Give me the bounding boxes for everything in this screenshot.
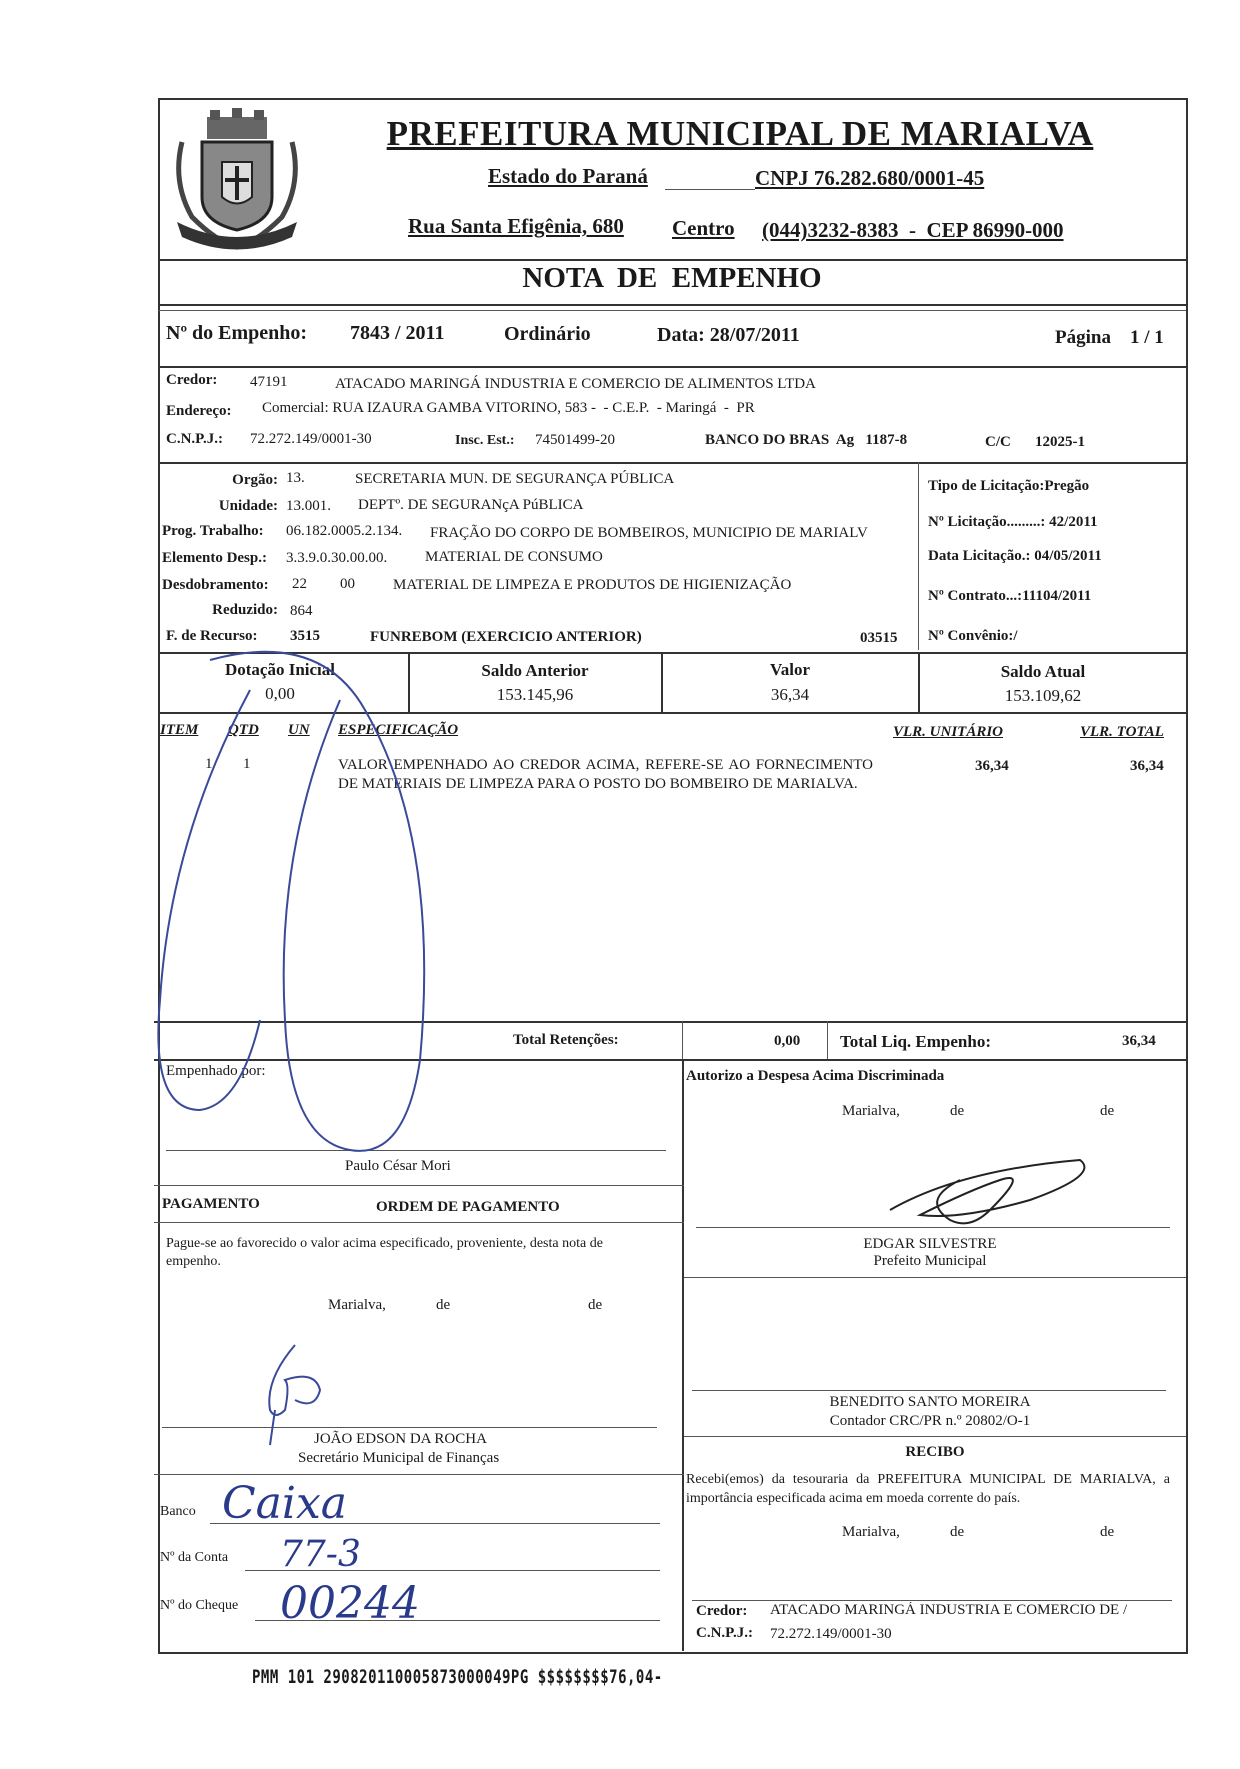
cheque-label: Nº do Cheque <box>160 1598 239 1613</box>
total-retencoes-value: 0,00 <box>774 1033 801 1049</box>
credor-cnpj: 72.272.149/0001-30 <box>250 431 372 447</box>
empenho-number-label: Nº do Empenho: <box>166 322 308 344</box>
credor-name: ATACADO MARINGÁ INDUSTRIA E COMERCIO DE ALIMENTOS LTDA <box>335 376 816 392</box>
state-name: Estado do Paraná <box>488 164 648 188</box>
tipo-licitacao: Tipo de Licitação:Pregão <box>928 478 1090 494</box>
insc-est-label: Insc. Est.: <box>455 433 515 448</box>
orgao-code: 13. <box>286 470 305 486</box>
recurso-desc: FUNREBOM (EXERCICIO ANTERIOR) <box>370 629 642 645</box>
pagamento-de-2: de <box>588 1297 603 1313</box>
elemento-code: 3.3.9.0.30.00.00. <box>286 550 388 566</box>
cc-value: 12025-1 <box>1035 434 1085 450</box>
reduzido-value: 864 <box>290 603 313 619</box>
unidade-desc: DEPTº. DE SEGURANçA PúBLICA <box>358 497 584 513</box>
col-item-header: ITEM <box>160 722 199 738</box>
credor-label: Credor: <box>166 372 218 388</box>
page-title: PREFEITURA MUNICIPAL DE MARIALVA <box>386 114 1094 153</box>
banco-handwritten: Caixa <box>222 1478 348 1529</box>
prefeito-name: EDGAR SILVESTRE <box>863 1236 997 1252</box>
orgao-desc: SECRETARIA MUN. DE SEGURANÇA PÚBLICA <box>355 471 675 487</box>
cheque-handwritten: 00244 <box>280 1578 420 1629</box>
phone-cep: (044)3232-8383 - CEP 86990-000 <box>762 218 1064 242</box>
item-total-value: 36,34 <box>1130 758 1164 774</box>
autorizo-despesa: Autorizo a Despesa Acima Discriminada <box>686 1068 945 1084</box>
contador-name: BENEDITO SANTO MOREIRA <box>829 1394 1031 1410</box>
saldo-anterior-value: 153.145,96 <box>496 685 574 704</box>
pague-se-text: Pague-se ao favorecido o valor acima especificado, proveniente, desta nota de empenho. <box>166 1236 603 1269</box>
item-qty: 1 <box>243 756 251 772</box>
dotacao-inicial-label: Dotação Inicial <box>224 660 336 679</box>
total-liq-empenho-value: 36,34 <box>1122 1033 1156 1049</box>
page-label: Página <box>1055 327 1111 348</box>
prog-trabalho-desc: FRAÇÃO DO CORPO DE BOMBEIROS, MUNICIPIO DE MARIALV <box>430 525 868 541</box>
recurso-label: F. de Recurso: <box>166 628 258 644</box>
endereco-label: Endereço: <box>166 403 232 419</box>
footer-credor-value: ATACADO MARINGÁ INDUSTRIA E COMERCIO DE / <box>770 1602 1128 1618</box>
autorizo-city: Marialva, <box>842 1103 900 1119</box>
prog-trabalho-label: Prog. Trabalho: <box>162 523 264 539</box>
banco-label: Banco <box>160 1504 196 1519</box>
pagamento-de-1: de <box>436 1297 451 1313</box>
recibo-title: RECIBO <box>905 1444 965 1460</box>
empenho-date: Data: 28/07/2011 <box>657 324 800 346</box>
desdobramento-desc: MATERIAL DE LIMPEZA E PRODUTOS DE HIGIENIZAÇÃO <box>393 577 792 593</box>
saldo-atual-value: 153.109,62 <box>1004 686 1082 705</box>
endereco-value: Comercial: RUA IZAURA GAMBA VITORINO, 583 - - C.E.P. - Maringá - PR <box>262 400 755 416</box>
col-un-header: UN <box>288 722 310 738</box>
recurso-code: 3515 <box>290 628 320 644</box>
municipality-cnpj: CNPJ 76.282.680/0001-45 <box>755 166 985 190</box>
pagamento-label: PAGAMENTO <box>162 1196 260 1212</box>
page-number: 1 / 1 <box>1130 327 1164 348</box>
ordem-pagamento-label: ORDEM DE PAGAMENTO <box>376 1199 560 1215</box>
empenhado-por-label: Empenhado por: <box>166 1063 266 1079</box>
col-qtd-header: QTD <box>228 722 259 738</box>
numero-convenio: Nº Convênio:/ <box>928 628 1018 644</box>
item-number: 1 <box>205 756 213 772</box>
footer-cnpj-label: C.N.P.J.: <box>696 1625 753 1641</box>
col-spec-header: ESPECIFICAÇÃO <box>338 722 459 738</box>
secretario-name: JOÃO EDSON DA ROCHA <box>314 1431 487 1447</box>
cc-label: C/C <box>985 434 1011 450</box>
printed-stamp: PMM 101 290820110005873000049PG $$$$$$$$76,04- <box>252 1667 663 1689</box>
prefeito-title: Prefeito Municipal <box>873 1253 987 1269</box>
contador-title: Contador CRC/PR n.º 20802/O-1 <box>829 1413 1031 1429</box>
street-address: Rua Santa Efigênia, 680 <box>408 214 624 238</box>
district: Centro <box>672 216 735 240</box>
elemento-label: Elemento Desp.: <box>162 550 267 566</box>
conta-handwritten: 77-3 <box>280 1534 361 1575</box>
secretario-title: Secretário Municipal de Finanças <box>298 1450 500 1466</box>
bank-info: BANCO DO BRAS Ag 1187-8 <box>705 432 908 448</box>
pagamento-city: Marialva, <box>328 1297 386 1313</box>
valor-value: 36,34 <box>770 685 810 704</box>
col-total-header: VLR. TOTAL <box>1080 724 1164 740</box>
credor-cnpj-label: C.N.P.J.: <box>166 431 223 447</box>
desdobramento-code: 22 <box>292 576 307 592</box>
saldo-anterior-label: Saldo Anterior <box>481 661 589 680</box>
saldo-atual-label: Saldo Atual <box>1000 662 1086 681</box>
item-unit-value: 36,34 <box>975 758 1009 774</box>
empenho-type: Ordinário <box>504 323 591 345</box>
unidade-label: Unidade: <box>218 498 278 514</box>
recibo-de-1: de <box>950 1524 965 1540</box>
empenho-number: 7843 / 2011 <box>350 322 445 344</box>
elemento-desc: MATERIAL DE CONSUMO <box>425 549 603 565</box>
recurso-code-2: 03515 <box>860 630 898 646</box>
total-liq-empenho-label: Total Liq. Empenho: <box>840 1032 991 1051</box>
item-spec: VALOR EMPENHADO AO CREDOR ACIMA, REFERE-SE AO FORNECIMENTO DE MATERIAIS DE LIMPEZA PARA O POSTO DO BOMBEIRO DE MARIALVA. <box>338 757 873 792</box>
orgao-label: Orgão: <box>232 472 278 488</box>
numero-licitacao: Nº Licitação.........: 42/2011 <box>928 514 1098 530</box>
empenhado-por-name: Paulo César Mori <box>345 1158 451 1174</box>
footer-cnpj-value: 72.272.149/0001-30 <box>770 1626 892 1642</box>
recibo-de-2: de <box>1100 1524 1115 1540</box>
reduzido-label: Reduzido: <box>212 602 278 618</box>
footer-credor-label: Credor: <box>696 1603 748 1619</box>
document-title: NOTA DE EMPENHO <box>522 262 822 294</box>
valor-label: Valor <box>770 660 810 679</box>
desdobramento-label: Desdobramento: <box>162 577 269 593</box>
autorizo-de-1: de <box>950 1103 965 1119</box>
insc-est-value: 74501499-20 <box>535 432 615 448</box>
total-retencoes-label: Total Retenções: <box>513 1032 619 1048</box>
recibo-text: Recebi(emos) da tesouraria da PREFEITURA MUNICIPAL DE MARIALVA, a importância especificada acima em moeda corrente do país. <box>686 1472 1170 1506</box>
unidade-code: 13.001. <box>286 498 331 514</box>
dotacao-inicial-value: 0,00 <box>265 684 295 703</box>
data-licitacao: Data Licitação.: 04/05/2011 <box>928 548 1102 564</box>
col-unit-header: VLR. UNITÁRIO <box>893 724 1004 740</box>
autorizo-de-2: de <box>1100 1103 1115 1119</box>
recibo-city: Marialva, <box>842 1524 900 1540</box>
coat-of-arms-logo <box>162 102 312 252</box>
numero-contrato: Nº Contrato...:11104/2011 <box>928 588 1092 604</box>
conta-label: Nº da Conta <box>160 1550 229 1565</box>
credor-code: 47191 <box>250 374 288 390</box>
prog-trabalho-code: 06.182.0005.2.134. <box>286 523 403 539</box>
desdobramento-sub: 00 <box>340 576 355 592</box>
